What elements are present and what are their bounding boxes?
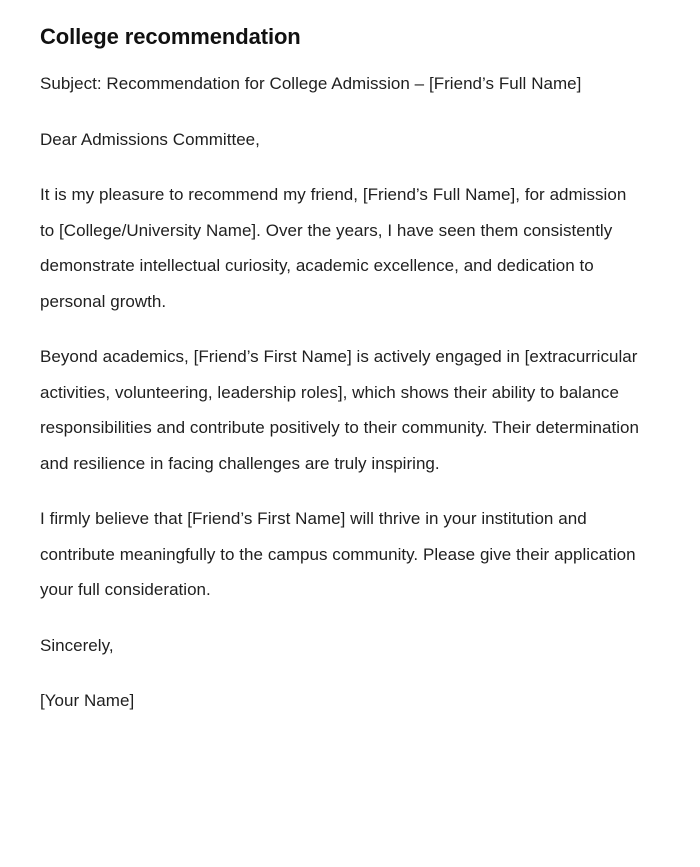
letter-body bbox=[40, 66, 640, 719]
subject-line: Subject: Recommendation for College Admission – [Friend’s Full Name] bbox=[40, 74, 582, 93]
body-paragraph-2: Beyond academics, [Friend’s First Name] is actively engaged in [extracurricular activities, volunteering, leadership roles], which shows their ability to balance responsibilities and contribute positively to their community. Their determination and resilience in facing challenges are truly inspiring. bbox=[40, 347, 639, 473]
signature-name: [Your Name] bbox=[40, 691, 135, 710]
body-paragraph-3: I firmly believe that [Friend’s First Name] will thrive in your institution and contribute meaningfully to the campus community. Please give their application your full consideration. bbox=[40, 509, 636, 599]
salutation: Dear Admissions Committee, bbox=[40, 129, 260, 149]
page-title: College recommendation bbox=[40, 24, 301, 49]
body-paragraph-1: It is my pleasure to recommend my friend, [Friend’s Full Name], for admission to [College/University Name]. Over the years, I have seen them consistently demonstrate intellectual curiosity, academic excellence, and dedication to personal growth. bbox=[40, 185, 627, 311]
closing: Sincerely, bbox=[40, 635, 114, 655]
